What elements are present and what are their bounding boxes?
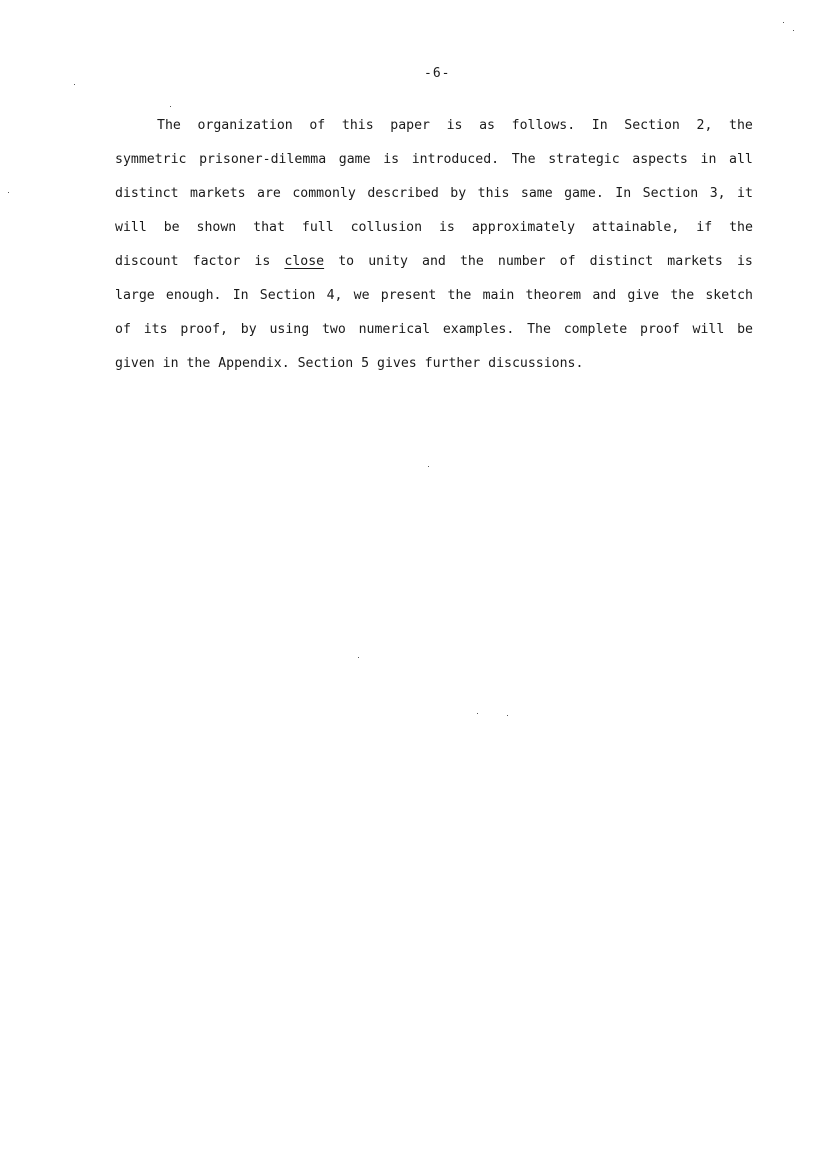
word: game. [564, 186, 604, 201]
word: enough. [165, 288, 222, 303]
word: symmetric [115, 152, 187, 167]
word: numerical [358, 322, 431, 337]
paragraph-line-7 [115, 319, 753, 353]
word: shown [196, 220, 237, 235]
scan-speck [170, 106, 171, 107]
word: Section [642, 186, 699, 201]
word: theorem [525, 288, 582, 303]
word: 2, [696, 118, 713, 133]
word: the [729, 220, 753, 235]
word: is [446, 118, 463, 133]
underlined-word-close: close [284, 254, 325, 269]
word: unity [368, 254, 408, 269]
word: by [450, 186, 467, 201]
word: the [670, 288, 695, 303]
word: and [422, 254, 446, 269]
word: two [321, 322, 346, 337]
scan-speck [428, 466, 429, 467]
scan-speck [783, 22, 784, 23]
word: aspects [632, 152, 688, 167]
scan-speck [793, 30, 794, 31]
word: the [729, 118, 753, 133]
word: as [479, 118, 495, 133]
word: of [115, 322, 131, 337]
word: is [383, 152, 400, 167]
word: paper [390, 118, 430, 133]
word: will [115, 220, 147, 235]
word: examples. [442, 322, 515, 337]
word: collusion [350, 220, 423, 235]
word: its [143, 322, 168, 337]
word: we [353, 288, 370, 303]
paragraph-line-2 [115, 149, 753, 183]
paragraph-line-1 [115, 115, 753, 149]
word: using [269, 322, 310, 337]
word: be [163, 220, 180, 235]
word: approximately [471, 220, 576, 235]
word: will [692, 322, 725, 337]
word: strategic [548, 152, 620, 167]
word: factor [192, 254, 241, 269]
word: full [301, 220, 334, 235]
word: large [115, 288, 155, 303]
word: by [240, 322, 257, 337]
word: to [338, 254, 355, 269]
word: be [737, 322, 753, 337]
word: prisoner-dilemma [199, 152, 327, 167]
word: number [497, 254, 546, 269]
word: sketch [705, 288, 753, 303]
word: The [511, 152, 536, 167]
word: distinct [589, 254, 654, 269]
word: are [257, 186, 281, 201]
word: present [380, 288, 437, 303]
word: In [591, 118, 608, 133]
word: 3, [709, 186, 726, 201]
word: proof, [180, 322, 228, 337]
paragraph-line-4 [115, 217, 753, 251]
word: follows. [511, 118, 576, 133]
word: and [592, 288, 617, 303]
word: commonly [292, 186, 356, 201]
word: all [729, 152, 753, 167]
word: same [520, 186, 553, 201]
word: markets [190, 186, 246, 201]
word: main [482, 288, 515, 303]
body-paragraph [115, 115, 753, 387]
word: in [700, 152, 717, 167]
word: this [341, 118, 374, 133]
word: Section [624, 118, 680, 133]
word: The [527, 322, 551, 337]
word: Section [259, 288, 316, 303]
word: discount [115, 254, 179, 269]
scan-speck [477, 713, 478, 714]
word: if [696, 220, 713, 235]
word: it [737, 186, 753, 201]
word: proof [640, 322, 680, 337]
word: described [367, 186, 439, 201]
word: the [447, 288, 472, 303]
word: is [438, 220, 455, 235]
scan-speck [507, 715, 508, 716]
word: 4, [326, 288, 343, 303]
paragraph-line-6 [115, 285, 753, 319]
paragraph-line-5 [115, 251, 753, 285]
paragraph-line-8: given in the Appendix. Section 5 gives further discussions. [115, 356, 584, 371]
word: complete [563, 322, 628, 337]
word: that [253, 220, 285, 235]
scan-speck [358, 657, 359, 658]
word: organization [197, 118, 293, 133]
word: In [232, 288, 249, 303]
word: give [627, 288, 660, 303]
word: this [477, 186, 510, 201]
word: The [157, 118, 181, 133]
scan-speck [8, 192, 9, 193]
word: is [254, 254, 271, 269]
word: markets [667, 254, 723, 269]
word: of [559, 254, 576, 269]
word: is [736, 254, 753, 269]
paragraph-line-3 [115, 183, 753, 217]
word: In [615, 186, 632, 201]
word: introduced. [411, 152, 500, 167]
word: game [338, 152, 371, 167]
word: of [309, 118, 326, 133]
page-number: -6- [424, 66, 451, 81]
word: distinct [115, 186, 179, 201]
word: attainable, [591, 220, 680, 235]
word: the [459, 254, 484, 269]
scan-speck [74, 84, 75, 85]
